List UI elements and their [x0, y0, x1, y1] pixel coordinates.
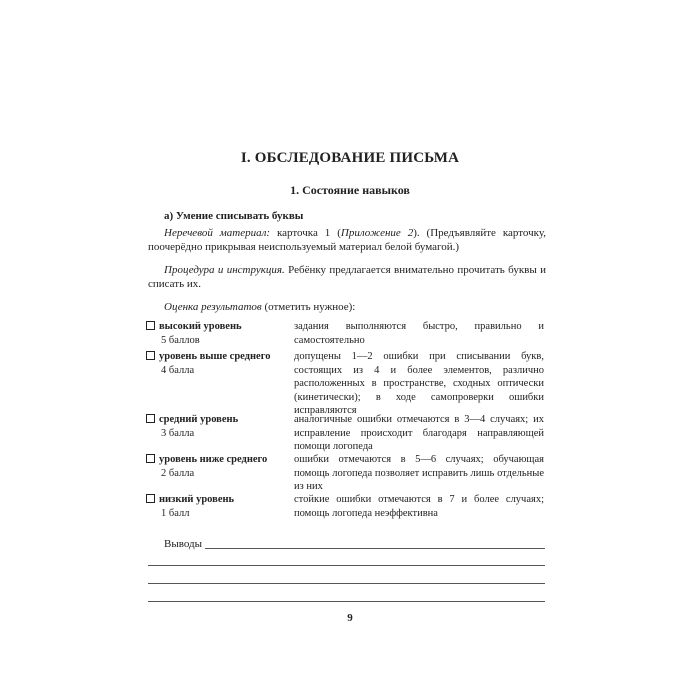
level-points: 1 балл [161, 507, 190, 519]
level-option [146, 453, 291, 480]
level-checkbox[interactable] [146, 321, 155, 330]
procedure-text: Ребёнку предлагается внимательно прочитать буквы и списать их. [148, 264, 547, 290]
level-description: аналогичные ошибки отмечаются в 3—4 случаях; их исправление происходит благодаря направляющей помощи логопеда [294, 414, 544, 452]
page-title: I. ОБСЛЕДОВАНИЕ ПИСЬМА [240, 150, 460, 166]
section-subtitle: 1. Состояние навыков [290, 183, 410, 197]
conclusions-label: Выводы [164, 538, 203, 550]
level-name: низкий уровень [159, 494, 235, 505]
level-option [146, 350, 291, 377]
procedure-paragraph [148, 263, 546, 291]
level-description: ошибки отмечаются в 5—6 случаях; обучающая помощь логопеда позволяет исправить лишь отдельные из них [294, 454, 544, 492]
evaluation-text: (отметить нужное): [261, 301, 356, 313]
conclusions-line[interactable] [148, 601, 545, 602]
material-text-before: карточка 1 ( [270, 227, 341, 239]
page-number: 9 [347, 612, 353, 624]
level-name: уровень выше среднего [159, 351, 271, 362]
material-paragraph [148, 226, 546, 254]
material-text-after: ). (Предъявляйте карточку, поочерёдно прикрывая неиспользуемый материал белой бумагой.) [148, 227, 546, 253]
level-points: 2 балла [161, 467, 195, 479]
conclusions-line[interactable] [205, 548, 545, 549]
level-name: уровень ниже среднего [159, 454, 268, 465]
level-checkbox[interactable] [146, 414, 155, 423]
level-checkbox[interactable] [146, 454, 155, 463]
level-description: задания выполняются быстро, правильно и самостоятельно [294, 321, 544, 346]
level-description: стойкие ошибки отмечаются в 7 и более случаях; помощь логопеда неэффективна [294, 494, 544, 519]
level-points: 5 баллов [161, 334, 200, 346]
procedure-label: Процедура и инструкция. [164, 264, 285, 276]
level-checkbox[interactable] [146, 494, 155, 503]
level-option [146, 493, 291, 520]
material-label: Неречевой материал: [164, 227, 271, 239]
section-heading: а) Умение списывать буквы [164, 210, 304, 222]
appendix-reference: Приложение 2 [340, 227, 414, 239]
level-points: 4 балла [161, 364, 195, 376]
evaluation-label: Оценка результатов [164, 301, 262, 313]
level-points: 3 балла [161, 427, 195, 439]
evaluation-line [164, 301, 355, 313]
level-description: допущены 1—2 ошибки при списывании букв, состоящих из 4 и более элементов, различно расположенных в пространстве, сходных оптически (кинетически); в ходе самопроверки ошибки исправляются [294, 351, 544, 416]
level-option [146, 413, 291, 440]
level-checkbox[interactable] [146, 351, 155, 360]
conclusions-line[interactable] [148, 583, 545, 584]
level-option [146, 320, 291, 347]
level-name: средний уровень [159, 414, 239, 425]
conclusions-line[interactable] [148, 565, 545, 566]
level-name: высокий уровень [159, 321, 242, 332]
